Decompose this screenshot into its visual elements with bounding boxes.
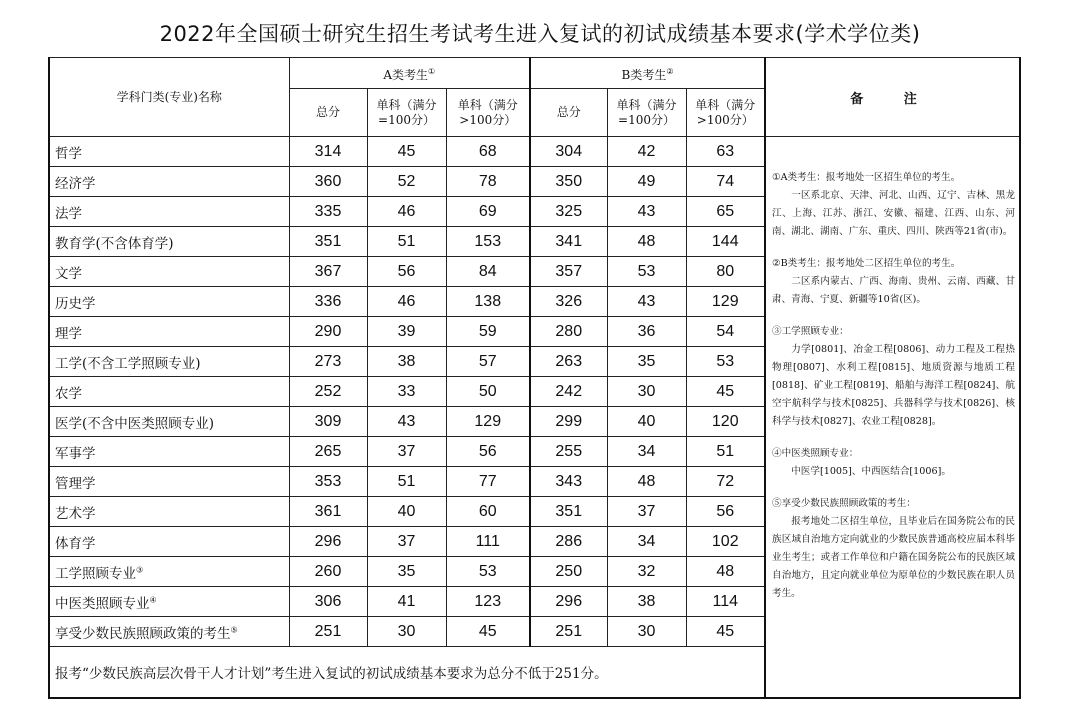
note-heading: ④中医类照顾专业： — [772, 448, 859, 459]
score-cell-a-s100: 45 — [367, 137, 446, 167]
table-row — [49, 137, 1020, 167]
note-item — [772, 169, 1015, 241]
note-body: 报考地处二区招生单位，且毕业后在国务院公布的民族区域自治地方定向就业的少数民族普通高校应届本科毕业生考生；或者工作单位和户籍在国务院公布的民族区域自治地方，且定向就业单位为原单位的少数民族在职人员考生。 — [772, 516, 1015, 599]
note-item — [772, 255, 1015, 309]
score-cell-a-total: 296 — [289, 527, 367, 557]
subject-name: 享受少数民族照顾政策的考生⑤ — [49, 617, 289, 647]
score-cell-b-s100: 53 — [607, 257, 686, 287]
score-cell-b-sover: 120 — [686, 407, 765, 437]
b-total-header: 总分 — [530, 89, 607, 137]
score-cell-a-s100: 37 — [367, 437, 446, 467]
score-cell-a-s100: 40 — [367, 497, 446, 527]
score-cell-a-sover: 57 — [446, 347, 530, 377]
score-cell-b-total: 242 — [530, 377, 607, 407]
score-table — [48, 57, 1021, 699]
score-cell-a-sover: 53 — [446, 557, 530, 587]
score-cell-b-sover: 80 — [686, 257, 765, 287]
score-cell-a-total: 351 — [289, 227, 367, 257]
score-cell-a-sover: 60 — [446, 497, 530, 527]
a-single100-header: 单科（满分 =100分） — [367, 89, 446, 137]
b-singleover-header: 单科（满分 >100分） — [686, 89, 765, 137]
score-cell-b-sover: 114 — [686, 587, 765, 617]
footer-note: 报考“少数民族高层次骨干人才计划”考生进入复试的初试成绩基本要求为总分不低于251分。 — [49, 647, 765, 699]
score-cell-b-sover: 45 — [686, 617, 765, 647]
score-cell-a-total: 273 — [289, 347, 367, 377]
note-body: 一区系北京、天津、河北、山西、辽宁、吉林、黑龙江、上海、江苏、浙江、安徽、福建、江西、山东、河南、湖北、湖南、广东、重庆、四川、陕西等21省(市)。 — [772, 190, 1015, 237]
subject-name: 教育学(不含体育学) — [49, 227, 289, 257]
score-cell-a-total: 353 — [289, 467, 367, 497]
score-cell-a-s100: 33 — [367, 377, 446, 407]
score-cell-a-s100: 41 — [367, 587, 446, 617]
score-cell-a-total: 290 — [289, 317, 367, 347]
score-cell-a-total: 265 — [289, 437, 367, 467]
score-cell-b-sover: 45 — [686, 377, 765, 407]
score-cell-a-sover: 78 — [446, 167, 530, 197]
subject-name: 哲学 — [49, 137, 289, 167]
note-heading: ②B类考生：报考地处二区招生单位的考生。 — [772, 258, 961, 269]
score-cell-b-sover: 56 — [686, 497, 765, 527]
score-cell-a-sover: 138 — [446, 287, 530, 317]
page-title: 2022年全国硕士研究生招生考试考生进入复试的初试成绩基本要求(学术学位类) — [159, 22, 921, 46]
score-cell-a-s100: 39 — [367, 317, 446, 347]
score-cell-b-total: 326 — [530, 287, 607, 317]
score-cell-b-total: 250 — [530, 557, 607, 587]
note-heading: ⑤享受少数民族照顾政策的考生： — [772, 498, 916, 509]
remarks-notes — [765, 137, 1020, 699]
subject-name: 历史学 — [49, 287, 289, 317]
score-cell-b-s100: 49 — [607, 167, 686, 197]
score-cell-b-total: 299 — [530, 407, 607, 437]
group-a-header: A类考生① — [289, 58, 530, 89]
subject-name: 军事学 — [49, 437, 289, 467]
score-cell-b-s100: 38 — [607, 587, 686, 617]
note-item — [772, 323, 1015, 431]
subject-name: 农学 — [49, 377, 289, 407]
score-cell-b-sover: 74 — [686, 167, 765, 197]
subject-name: 理学 — [49, 317, 289, 347]
score-cell-b-s100: 48 — [607, 227, 686, 257]
group-b-header: B类考生② — [530, 58, 765, 89]
note-body: 力学[0801]、冶金工程[0806]、动力工程及工程热物理[0807]、水利工程[0815]、地质资源与地质工程[0818]、矿业工程[0819]、船舶与海洋工程[0824]、航空宇航科学与技术[0825]、兵器科学与技术[0826]、核科学与技术[0827]、农业工程[0828]。 — [772, 344, 1015, 427]
score-cell-a-sover: 56 — [446, 437, 530, 467]
score-cell-a-sover: 50 — [446, 377, 530, 407]
score-cell-a-total: 335 — [289, 197, 367, 227]
score-cell-a-s100: 46 — [367, 287, 446, 317]
subject-name: 法学 — [49, 197, 289, 227]
score-cell-b-total: 286 — [530, 527, 607, 557]
score-cell-a-s100: 51 — [367, 227, 446, 257]
subject-name: 中医类照顾专业④ — [49, 587, 289, 617]
score-cell-a-sover: 123 — [446, 587, 530, 617]
score-cell-b-s100: 43 — [607, 287, 686, 317]
score-cell-a-sover: 111 — [446, 527, 530, 557]
score-cell-a-s100: 43 — [367, 407, 446, 437]
score-cell-b-total: 341 — [530, 227, 607, 257]
score-cell-a-s100: 52 — [367, 167, 446, 197]
score-cell-b-sover: 63 — [686, 137, 765, 167]
subject-name: 艺术学 — [49, 497, 289, 527]
score-cell-a-sover: 153 — [446, 227, 530, 257]
score-cell-b-s100: 34 — [607, 527, 686, 557]
score-cell-a-total: 306 — [289, 587, 367, 617]
score-cell-a-sover: 129 — [446, 407, 530, 437]
score-cell-a-s100: 30 — [367, 617, 446, 647]
score-cell-b-sover: 144 — [686, 227, 765, 257]
score-cell-b-total: 255 — [530, 437, 607, 467]
subject-column-header: 学科门类(专业)名称 — [49, 58, 289, 137]
subject-name: 医学(不含中医类照顾专业) — [49, 407, 289, 437]
score-cell-a-sover: 77 — [446, 467, 530, 497]
subject-name: 工学照顾专业③ — [49, 557, 289, 587]
subject-name: 经济学 — [49, 167, 289, 197]
score-cell-a-sover: 84 — [446, 257, 530, 287]
score-cell-a-sover: 59 — [446, 317, 530, 347]
score-cell-b-total: 325 — [530, 197, 607, 227]
score-cell-b-s100: 30 — [607, 377, 686, 407]
score-cell-a-total: 251 — [289, 617, 367, 647]
score-cell-a-s100: 35 — [367, 557, 446, 587]
note-item — [772, 495, 1015, 603]
score-cell-a-sover: 45 — [446, 617, 530, 647]
score-cell-a-total: 260 — [289, 557, 367, 587]
score-cell-a-s100: 51 — [367, 467, 446, 497]
score-cell-b-total: 357 — [530, 257, 607, 287]
score-cell-b-sover: 54 — [686, 317, 765, 347]
score-cell-a-s100: 46 — [367, 197, 446, 227]
subject-name: 体育学 — [49, 527, 289, 557]
score-cell-b-total: 263 — [530, 347, 607, 377]
score-cell-a-sover: 68 — [446, 137, 530, 167]
score-cell-b-total: 296 — [530, 587, 607, 617]
score-cell-b-sover: 53 — [686, 347, 765, 377]
score-cell-b-total: 351 — [530, 497, 607, 527]
score-cell-b-sover: 51 — [686, 437, 765, 467]
score-cell-b-s100: 32 — [607, 557, 686, 587]
score-cell-a-s100: 38 — [367, 347, 446, 377]
score-cell-a-sover: 69 — [446, 197, 530, 227]
note-body: 中医学[1005]、中西医结合[1006]。 — [791, 466, 951, 477]
score-cell-b-sover: 48 — [686, 557, 765, 587]
score-cell-a-total: 360 — [289, 167, 367, 197]
subject-name: 工学(不含工学照顾专业) — [49, 347, 289, 377]
score-cell-a-total: 361 — [289, 497, 367, 527]
a-total-header: 总分 — [289, 89, 367, 137]
score-cell-b-s100: 36 — [607, 317, 686, 347]
note-body: 二区系内蒙古、广西、海南、贵州、云南、西藏、甘肃、青海、宁夏、新疆等10省(区)。 — [772, 276, 1015, 305]
score-cell-b-sover: 72 — [686, 467, 765, 497]
score-cell-b-total: 343 — [530, 467, 607, 497]
score-cell-a-s100: 56 — [367, 257, 446, 287]
note-heading: ①A类考生：报考地处一区招生单位的考生。 — [772, 172, 961, 183]
score-cell-b-s100: 48 — [607, 467, 686, 497]
score-cell-b-s100: 35 — [607, 347, 686, 377]
score-cell-b-s100: 42 — [607, 137, 686, 167]
score-cell-b-total: 350 — [530, 167, 607, 197]
score-cell-b-total: 304 — [530, 137, 607, 167]
subject-name: 管理学 — [49, 467, 289, 497]
score-cell-b-sover: 129 — [686, 287, 765, 317]
score-cell-a-total: 314 — [289, 137, 367, 167]
score-cell-a-total: 336 — [289, 287, 367, 317]
score-cell-a-total: 252 — [289, 377, 367, 407]
score-cell-b-total: 280 — [530, 317, 607, 347]
score-cell-b-total: 251 — [530, 617, 607, 647]
score-cell-b-s100: 37 — [607, 497, 686, 527]
subject-name: 文学 — [49, 257, 289, 287]
score-cell-b-sover: 65 — [686, 197, 765, 227]
score-cell-a-s100: 37 — [367, 527, 446, 557]
score-cell-b-s100: 40 — [607, 407, 686, 437]
b-single100-header: 单科（满分 =100分） — [607, 89, 686, 137]
score-cell-b-s100: 30 — [607, 617, 686, 647]
score-cell-b-s100: 34 — [607, 437, 686, 467]
note-item — [772, 445, 1015, 481]
remarks-header: 备 注 — [765, 58, 1020, 137]
score-cell-b-s100: 43 — [607, 197, 686, 227]
score-cell-a-total: 367 — [289, 257, 367, 287]
score-cell-b-sover: 102 — [686, 527, 765, 557]
score-cell-a-total: 309 — [289, 407, 367, 437]
a-singleover-header: 单科（满分 >100分） — [446, 89, 530, 137]
note-heading: ③工学照顾专业： — [772, 326, 849, 337]
